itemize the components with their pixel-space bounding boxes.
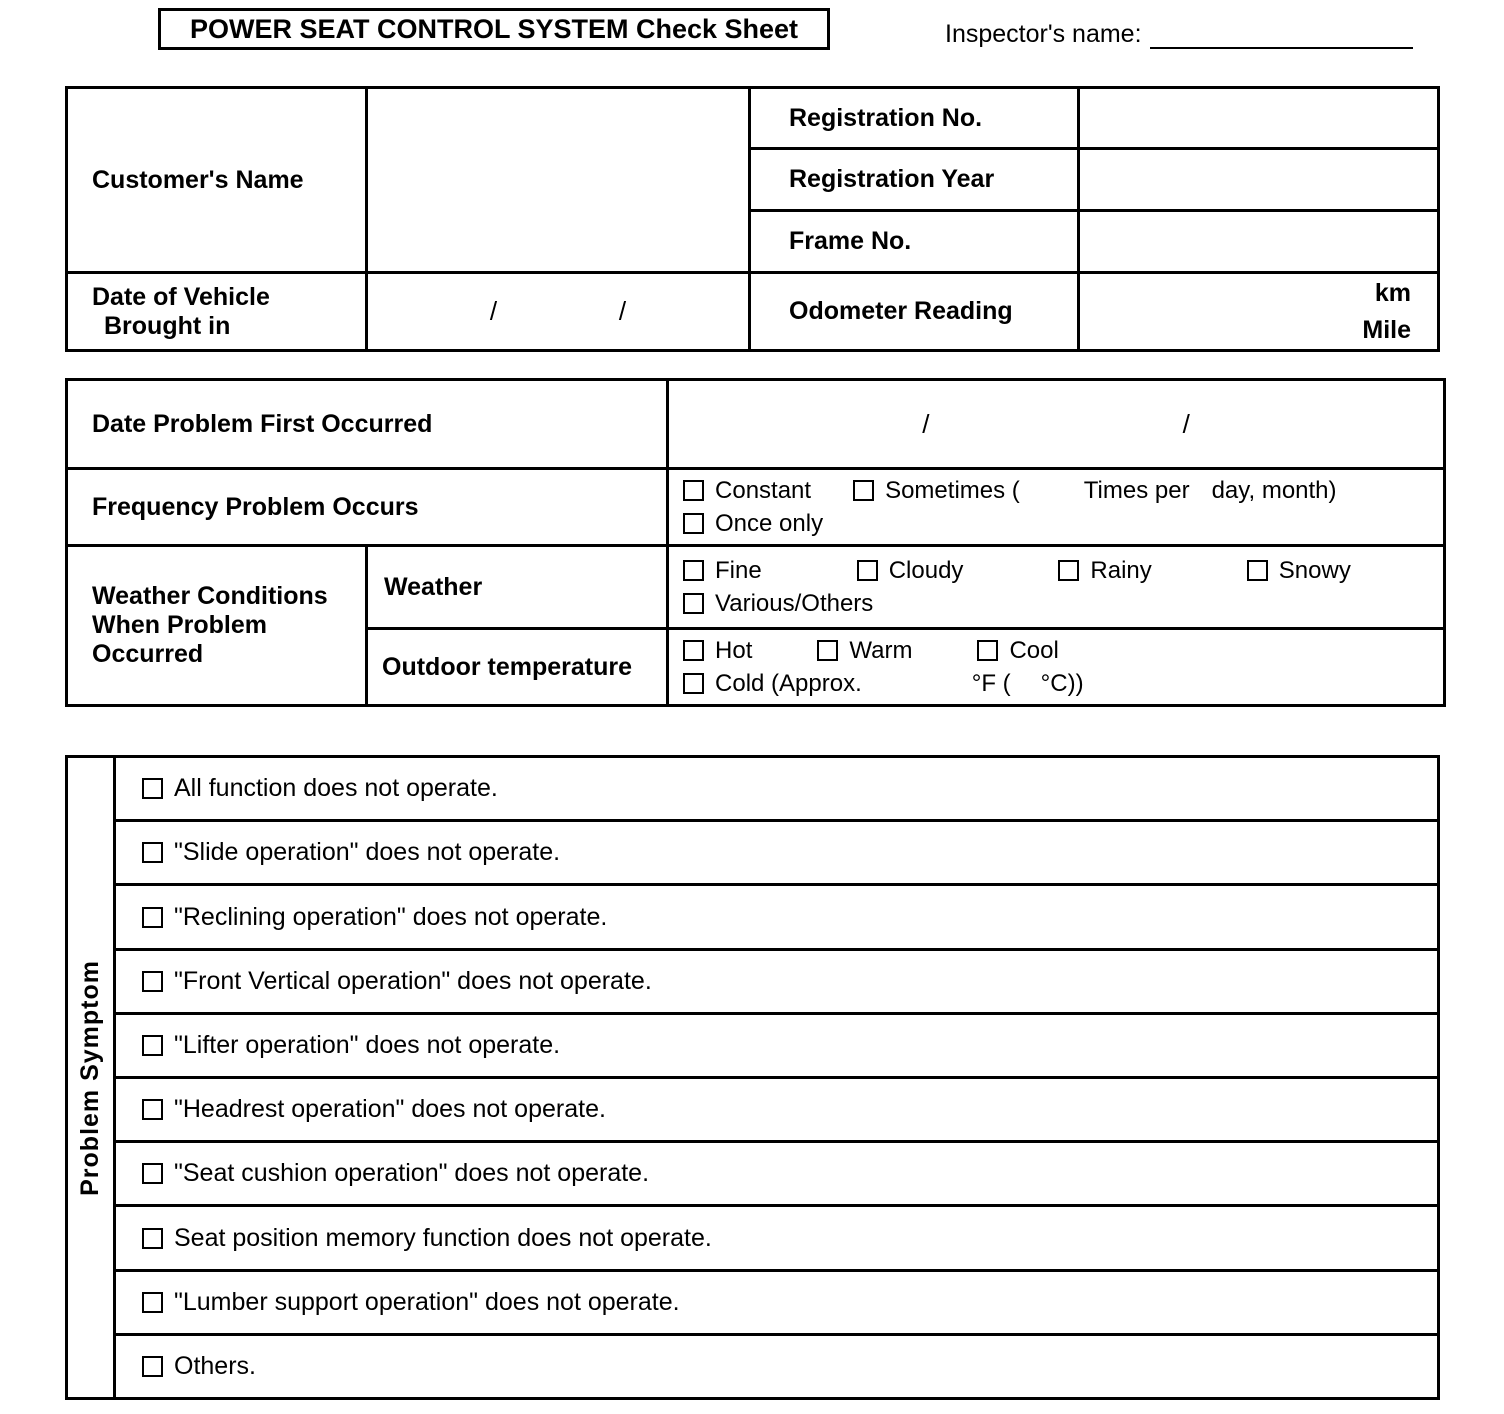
option-warm [817,634,912,667]
symptom-checkbox-7[interactable] [142,1228,163,1249]
checkbox-once-only[interactable] [683,513,704,534]
cold-celsius-label: °C)) [1040,670,1084,697]
frame-no-label: Frame No. [750,211,1079,273]
checkbox-constant[interactable] [683,480,704,501]
date-brought-in-field[interactable] [367,273,750,351]
symptom-row [116,1272,1437,1336]
symptom-checkbox-0[interactable] [142,778,163,799]
odometer-unit-km: km [1374,278,1411,307]
symptom-label: "Front Vertical operation" does not operate. [174,966,652,995]
symptom-label: "Seat cushion operation" does not operate. [174,1159,650,1188]
date-brought-in-slashes [368,296,748,327]
option-snowy [1247,554,1351,587]
option-cool-label: Cool [1009,637,1059,664]
problem-symptom-label: Problem Symptom [76,959,104,1196]
cold-fahrenheit-label: °F ( [971,670,1011,697]
weather-conditions-label-line3: Occurred [92,640,204,668]
customer-name-field[interactable] [367,88,750,273]
symptom-label: All function does not operate. [174,774,498,803]
odometer-units [1080,277,1437,347]
option-once-only-label: Once only [715,510,824,537]
symptom-row [116,1015,1437,1079]
date-brought-in-label-line1: Date of Vehicle [92,282,270,311]
temperature-options-line2 [683,667,1443,700]
symptom-label: "Lumber support operation" does not operate. [174,1287,680,1316]
date-brought-in-label-line2: Brought in [104,311,231,340]
weather-options-line1 [683,554,1443,587]
symptom-checkbox-1[interactable] [142,842,163,863]
date-problem-first-field[interactable] [668,380,1445,469]
weather-conditions-label-line1: Weather Conditions [92,582,328,610]
option-constant [683,474,811,507]
page-title: POWER SEAT CONTROL SYSTEM Check Sheet [189,13,799,44]
inspector-name-group [945,20,1413,49]
problem-info-table [65,378,1446,707]
option-cloudy-label: Cloudy [888,557,964,584]
symptom-checkbox-6[interactable] [142,1163,163,1184]
symptom-row [116,1336,1437,1397]
option-sometimes [853,474,1020,507]
date-slash: / [922,408,930,439]
date-slash: / [1182,408,1190,439]
date-slash: / [618,296,627,326]
problem-symptom-rows [116,758,1437,1397]
symptom-label: Seat position memory function does not operate. [174,1223,712,1252]
option-various-others [683,587,873,620]
temperature-row-label: Outdoor temperature [367,629,668,706]
temperature-options-line1 [683,634,1443,667]
symptom-row [116,951,1437,1015]
temperature-options [668,629,1445,706]
symptom-row [116,1143,1437,1207]
weather-conditions-label [67,546,367,706]
option-sometimes-label: Sometimes ( [885,477,1020,504]
option-hot-label: Hot [715,637,753,664]
date-slash: / [489,296,498,326]
option-cold [683,667,862,700]
frame-no-field[interactable] [1079,211,1439,273]
checkbox-various-others[interactable] [683,593,704,614]
inspector-name-label: Inspector's name: [945,20,1142,48]
checkbox-cool[interactable] [977,640,998,661]
date-brought-in-label [67,273,367,351]
problem-symptom-section [65,755,1440,1400]
option-constant-label: Constant [715,477,812,504]
frequency-options-line1 [683,474,1443,507]
page-title-box [158,8,830,50]
date-problem-first-label: Date Problem First Occurred [67,380,668,469]
option-cool [977,634,1058,667]
odometer-field[interactable] [1079,273,1439,351]
option-fine [683,554,762,587]
checkbox-rainy[interactable] [1058,560,1079,581]
registration-no-field[interactable] [1079,88,1439,149]
checkbox-sometimes[interactable] [853,480,874,501]
symptom-row [116,1079,1437,1143]
symptom-label: "Lifter operation" does not operate. [174,1030,561,1059]
symptom-label: "Reclining operation" does not operate. [174,902,608,931]
symptom-row [116,1207,1437,1271]
option-cloudy [857,554,964,587]
option-fine-label: Fine [715,557,762,584]
weather-row-label: Weather [367,546,668,629]
option-hot [683,634,752,667]
checkbox-warm[interactable] [817,640,838,661]
option-snowy-label: Snowy [1278,557,1351,584]
checkbox-snowy[interactable] [1247,560,1268,581]
option-various-others-label: Various/Others [715,590,874,617]
checkbox-cloudy[interactable] [857,560,878,581]
symptom-checkbox-8[interactable] [142,1292,163,1313]
option-warm-label: Warm [849,637,913,664]
symptom-row [116,822,1437,886]
checkbox-fine[interactable] [683,560,704,581]
checkbox-hot[interactable] [683,640,704,661]
symptom-checkbox-9[interactable] [142,1356,163,1377]
checkbox-cold[interactable] [683,673,704,694]
odometer-label: Odometer Reading [750,273,1079,351]
inspector-name-field[interactable] [1150,22,1413,49]
symptom-checkbox-2[interactable] [142,907,163,928]
odometer-unit-mile: Mile [1362,315,1411,344]
registration-year-field[interactable] [1079,149,1439,211]
symptom-label: "Headrest operation" does not operate. [174,1095,606,1124]
vehicle-info-table [65,86,1440,352]
weather-options [668,546,1445,629]
symptom-checkbox-5[interactable] [142,1099,163,1120]
frequency-options-line2 [683,507,1443,540]
symptom-label: "Slide operation" does not operate. [174,838,561,867]
option-cold-label: Cold (Approx. [715,670,862,697]
symptom-row [116,886,1437,950]
times-per-label: Times per [1083,477,1190,504]
registration-year-label: Registration Year [750,149,1079,211]
option-rainy [1058,554,1151,587]
symptom-row [116,758,1437,822]
symptom-label: Others. [174,1351,256,1380]
option-rainy-label: Rainy [1090,557,1152,584]
customer-name-label: Customer's Name [67,88,367,273]
date-problem-slashes [669,409,1443,440]
problem-symptom-strip [68,758,116,1397]
symptom-checkbox-4[interactable] [142,1035,163,1056]
frequency-label: Frequency Problem Occurs [67,469,668,546]
option-once-only [683,507,823,540]
frequency-options [668,469,1445,546]
symptom-checkbox-3[interactable] [142,971,163,992]
weather-options-line2 [683,587,1443,620]
registration-no-label: Registration No. [750,88,1079,149]
weather-conditions-label-line2: When Problem [92,611,268,639]
day-month-label: day, month) [1211,477,1337,504]
